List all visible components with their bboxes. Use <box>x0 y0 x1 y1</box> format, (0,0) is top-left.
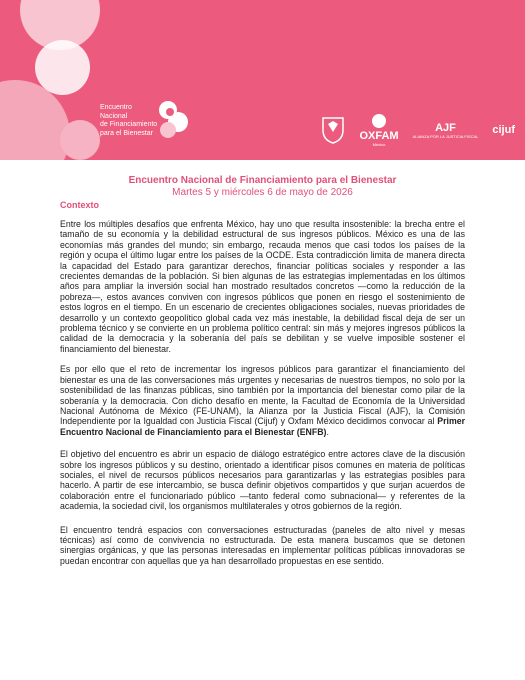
event-date: Martes 5 y miércoles 6 de mayo de 2026 <box>172 187 353 198</box>
unam-shield-icon <box>321 116 345 144</box>
decorative-circle <box>60 120 100 160</box>
partner-name: AJF <box>435 121 456 134</box>
document-body <box>60 219 465 576</box>
event-title-line: para el Bienestar <box>100 129 153 137</box>
paragraph-end: . <box>326 426 329 437</box>
oxfam-logo-icon <box>372 114 386 128</box>
partner-subtitle: México <box>372 141 386 147</box>
section-heading: Contexto <box>60 200 99 210</box>
document-title: Encuentro Nacional de Financiamiento para el Bienestar <box>128 175 397 186</box>
paragraph: El encuentro tendrá espacios con conversaciones estructuradas (paneles de alto nivel y mesas técnicas) así como de convivencia no estructurada. De esta manera buscamos que se detonen sinergias orgánicas, y que las personas interesadas en implementar políticas públicas innovadoras se puedan encontrar con aquellas que ya han desarrollado propuestas en ese sentido. <box>60 524 465 566</box>
header-banner <box>0 0 525 160</box>
paragraph <box>60 364 465 437</box>
partner-oxfam <box>359 114 398 147</box>
partner-name: OXFAM <box>359 129 399 142</box>
decorative-circle <box>35 40 90 95</box>
event-name-bold: Primer Encuentro Nacional de Financiamiento para el Bienestar (ENFB) <box>60 416 465 437</box>
event-title-line: de Financiamiento <box>100 121 158 128</box>
paragraph-text: Es por ello que el reto de incrementar los ingresos públicos para garantizar el financiamiento del bienestar es una de las conversaciones más urgentes y necesarias de nuestros tiempos, no solo por la sostenibilidad de las finanzas públicas, sino también por la importancia del bienestar como pilar de la soberanía y la democracia. Con dicho desafío en mente, la Facultad de Economía de la Universidad Nacional Autónoma de México (FE-UNAM), la Alianza por la Justicia Fiscal (AJF), la Comisión Independiente por la Igualdad con Justicia Fiscal (Cijuf) y Oxfam México decidimos convocar al <box>60 364 465 427</box>
partner-subtitle: ALIANZA POR LA JUSTICIA FISCAL <box>412 133 479 139</box>
partner-ajf <box>413 122 479 139</box>
event-title-line: Nacional <box>100 112 128 120</box>
event-title-line: Encuentro <box>100 104 132 111</box>
partner-logos <box>321 110 515 150</box>
partner-name: cijuf <box>492 124 515 136</box>
paragraph: El objetivo del encuentro es abrir un espacio de diálogo estratégico entre actores clave de la discusión sobre los ingresos públicos y su destino, orientado a identificar pisos comunes en materia de políticas sociales, el nivel de recursos públicos necesarios para garantizarlas y las estrategias posibles para hacerlo. A partir de ese intercambio, se busca definir objetivos compartidos y que surjan acuerdos de colaboración entre el funcionariado público —tanto federal como subnacional— y referentes de la academia, la sociedad civil, los organismos multilaterales y otros gobiernos de la región. <box>60 449 465 512</box>
partner-unam <box>321 116 345 144</box>
partner-cijuf <box>492 124 515 136</box>
event-logo-icon <box>156 100 190 140</box>
paragraph: Entre los múltiples desafíos que enfrenta México, hay uno que resulta insostenible: la brecha entre el tamaño de su economía y la debilidad estructural de sus ingresos públicos. México es una de las economías más grandes del mundo; sin embargo, recauda menos que casi todos los países de la región y ocupa el último lugar entre los países de la OCDE. Esta contradicción limita de manera directa la capacidad del Estado para garantizar derechos, financiar políticas sociales y responder a las crecientes demandas de la población. Si bien algunas de las estrategias implementadas en los últimos años para ampliar la inversión social han mostrado resultados concretos —como la reducción de la pobreza—, estos avances conviven con ingresos públicos que ponen en riesgo el sostenimiento de estos logros en el tiempo. En un escenario de crecientes obligaciones sociales, nuevas prioridades de desarrollo y un contexto geopolítico global cada vez más inestable, la debilidad fiscal deja de ser un problema técnico y se convierte en un problema político central: sin más y mejores ingresos públicos la calidad de la democracia y la soberanía del país se debilitan y se vuelve imposible sostener el financiamiento del bienestar. <box>60 219 465 354</box>
